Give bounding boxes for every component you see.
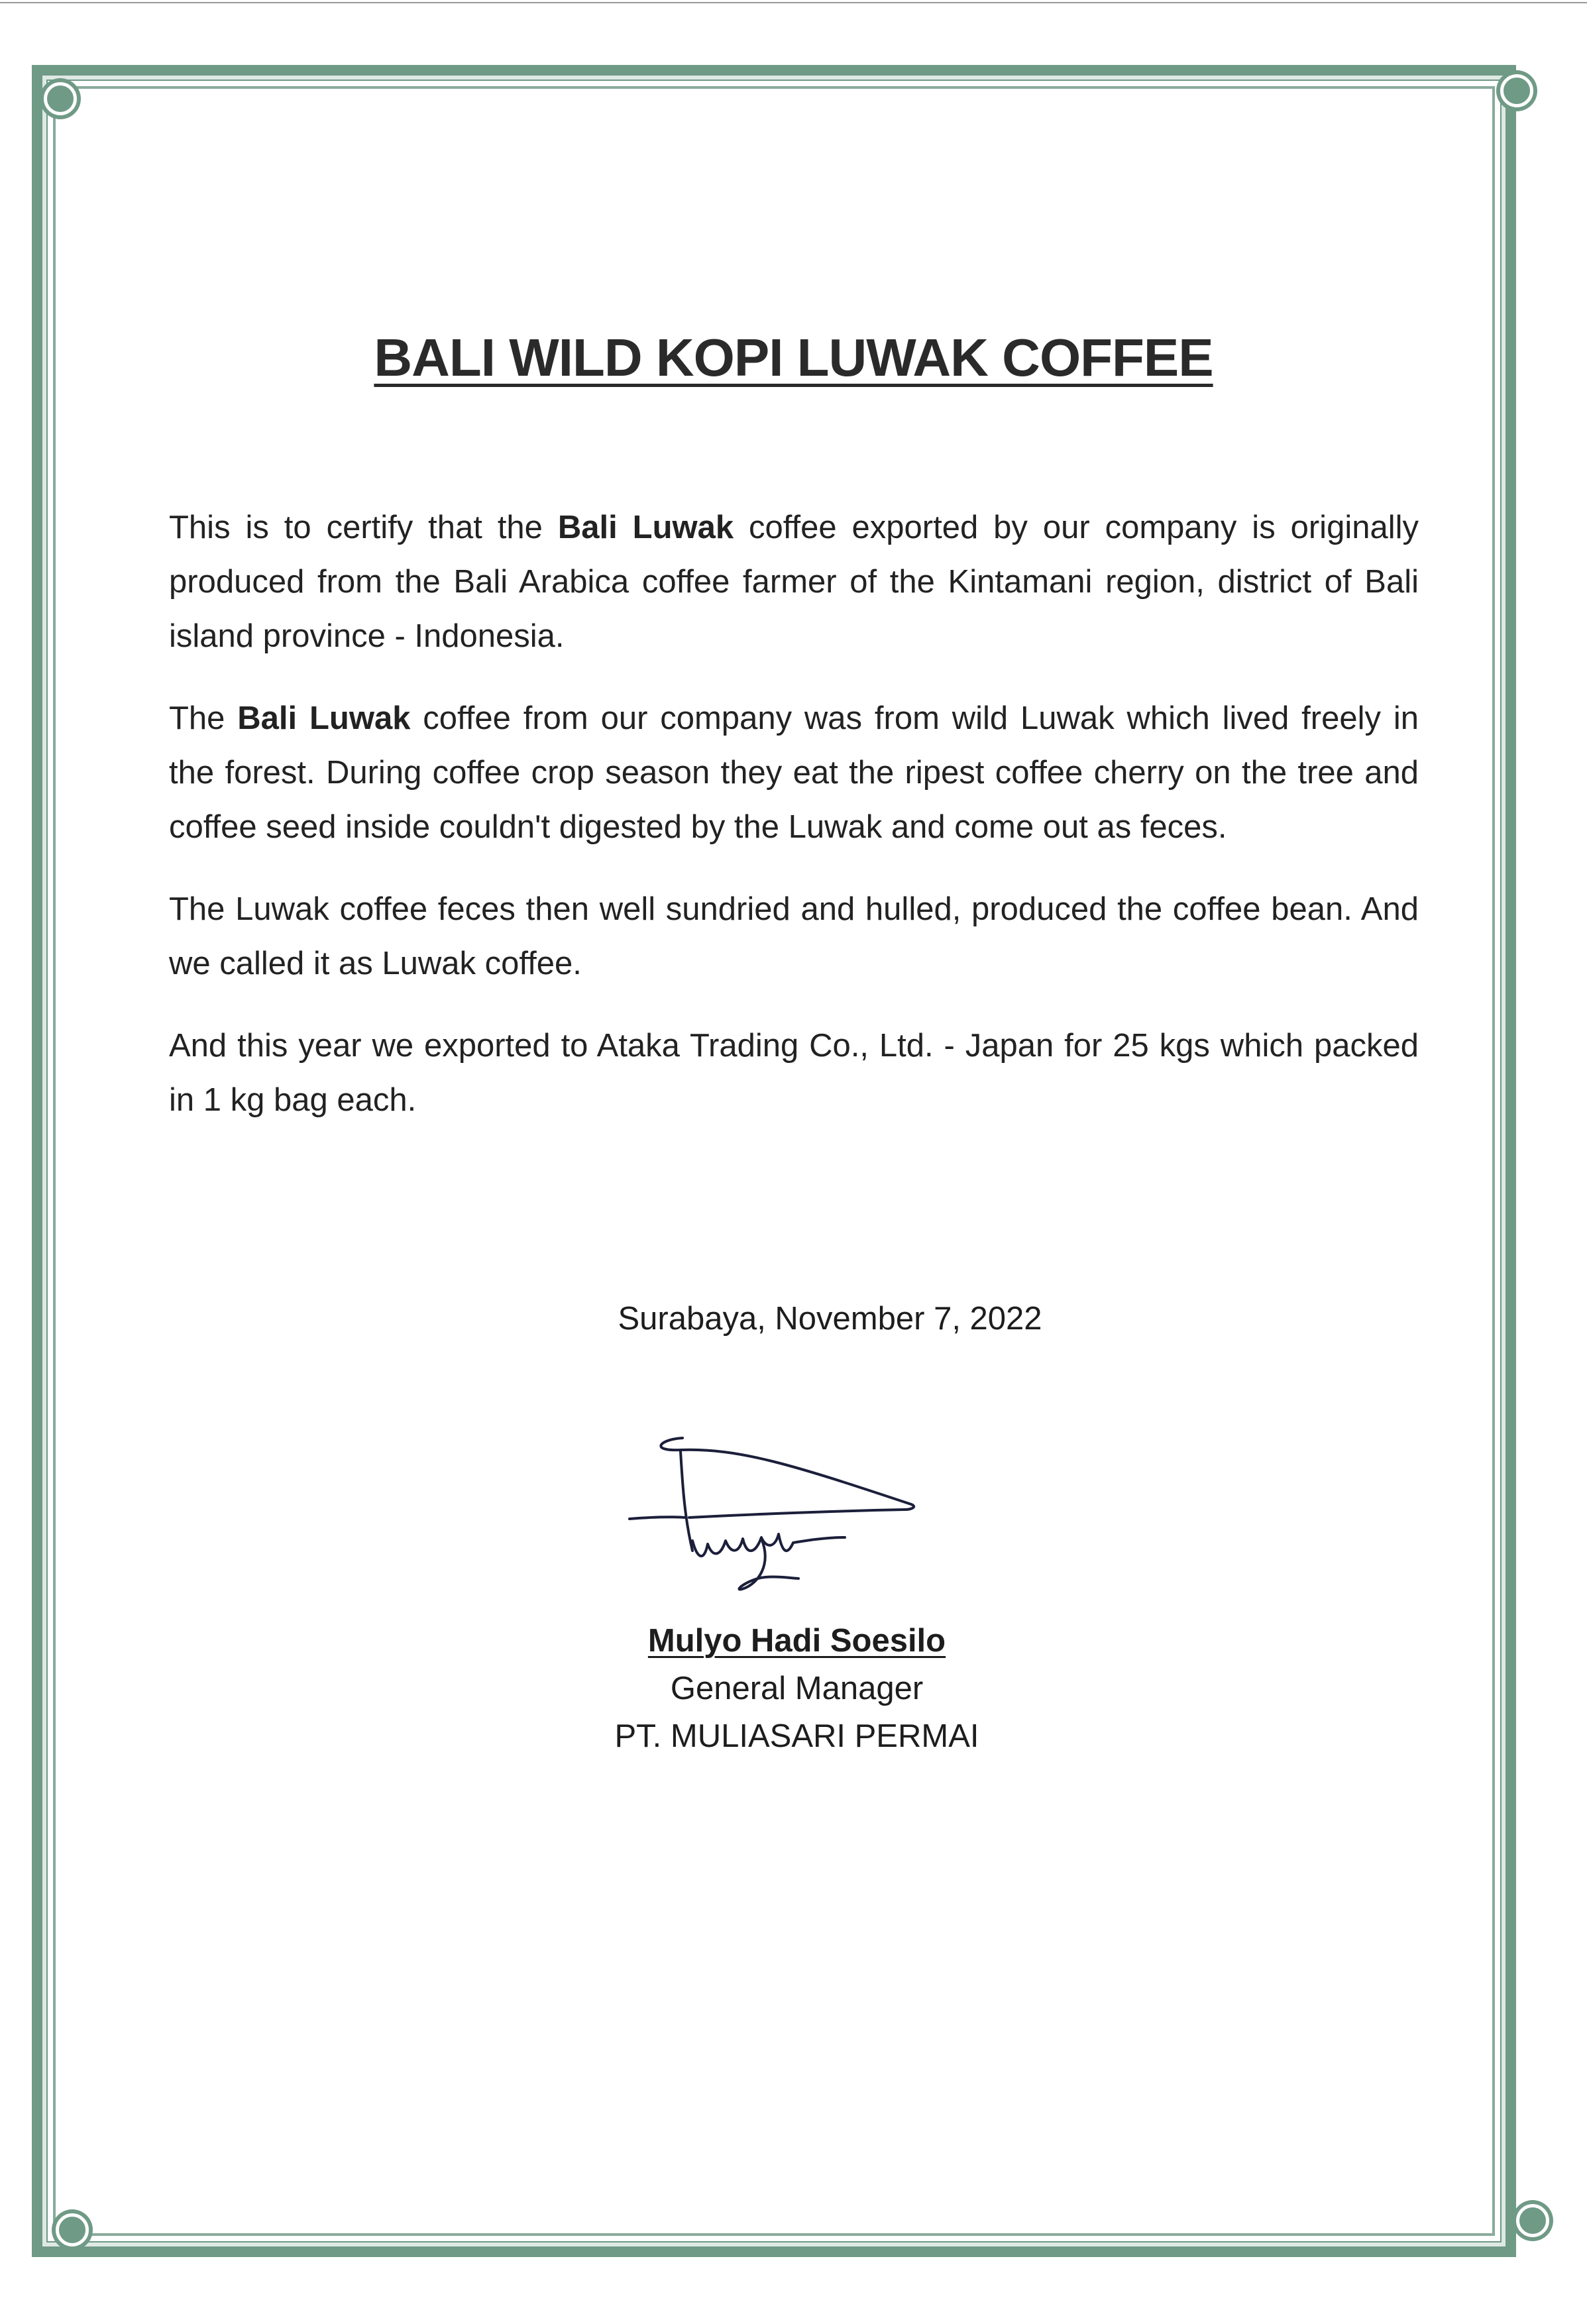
paragraph-text: coffee exported by our company is originally produced from the Bali Arabica coffee farmer of the Kintamani region, district of Bali island province - Indonesia. bbox=[169, 510, 1419, 654]
corner-ornament-top-left bbox=[44, 82, 77, 115]
signatory-block bbox=[0, 1617, 1587, 1760]
signatory-position: General Manager bbox=[670, 1671, 924, 1706]
paragraph-export bbox=[169, 1019, 1419, 1127]
corner-ornament-bottom-left bbox=[56, 2213, 89, 2246]
paragraph-processing bbox=[169, 882, 1419, 991]
paragraph-text: The bbox=[169, 700, 238, 736]
corner-ornament-top-right bbox=[1500, 74, 1533, 107]
corner-ornament-bottom-right bbox=[1516, 2204, 1549, 2237]
signatory-company: PT. MULIASARI PERMAI bbox=[614, 1718, 979, 1754]
paragraph-text: And this year we exported to Ataka Trading Co., Ltd. - Japan for 25 kgs which packed in 1 kg bag each. bbox=[169, 1028, 1419, 1118]
paragraph-wild-luwak bbox=[169, 691, 1419, 854]
paragraph-text: The Luwak coffee feces then well sundried and hulled, produced the coffee bean. And we called it as Luwak coffee. bbox=[169, 891, 1419, 981]
paragraph-origin bbox=[169, 500, 1419, 663]
product-name: Bali Luwak bbox=[237, 700, 411, 736]
scan-edge-line bbox=[0, 2, 1587, 3]
document-title: BALI WILD KOPI LUWAK COFFEE bbox=[374, 328, 1213, 387]
paragraph-text: This is to certify that the bbox=[169, 510, 558, 545]
page-border-inner bbox=[53, 86, 1495, 2236]
paragraph-text: coffee from our company was from wild Luwak which lived freely in the forest. During coffee crop season they eat the ripest coffee cherry on the tree and coffee seed inside couldn't digested by the Luwak and come out as feces. bbox=[169, 700, 1419, 845]
product-name: Bali Luwak bbox=[557, 510, 734, 545]
signatory-name: Mulyo Hadi Soesilo bbox=[647, 1623, 946, 1659]
handwritten-signature bbox=[620, 1425, 924, 1610]
place-and-date: Surabaya, November 7, 2022 bbox=[618, 1301, 1042, 1337]
certificate-body bbox=[169, 500, 1419, 1155]
